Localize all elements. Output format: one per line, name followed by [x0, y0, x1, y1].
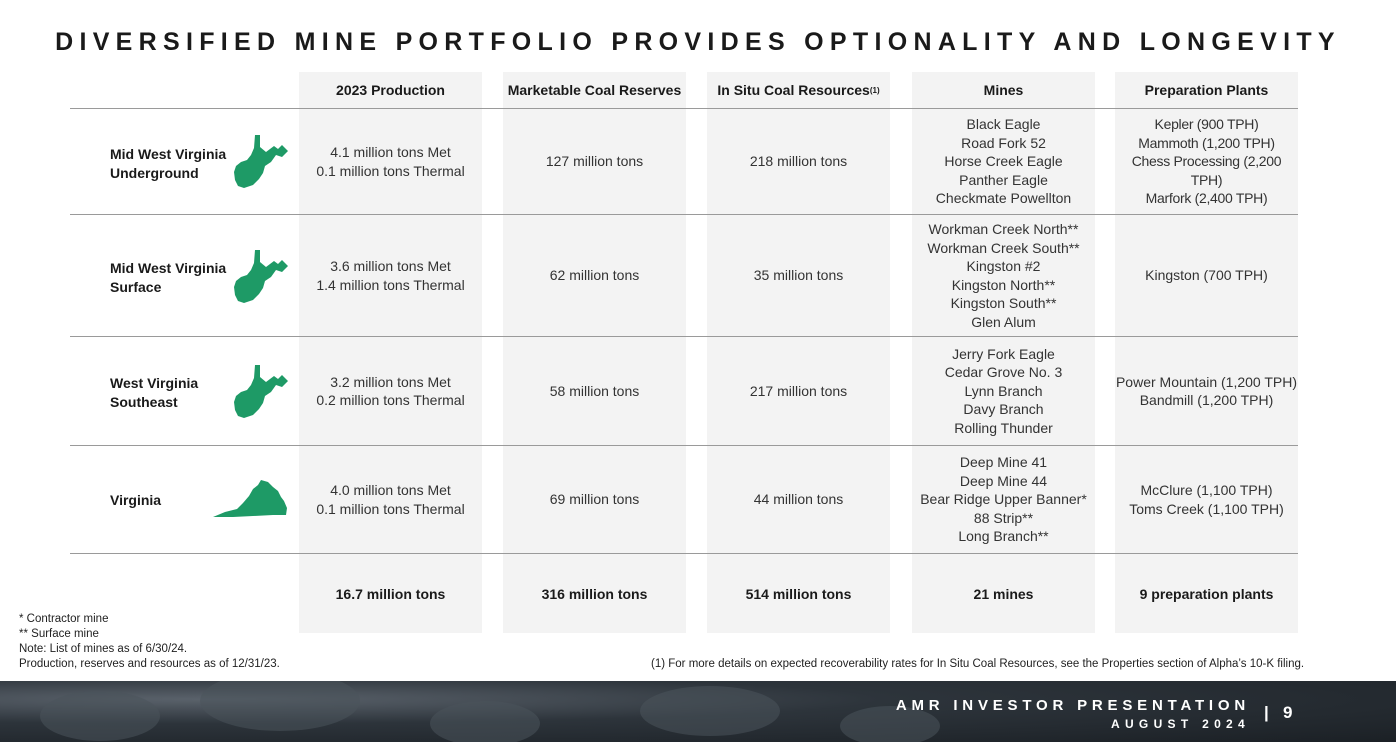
resources-value: 35 million tons [753, 267, 844, 284]
coal-texture [430, 701, 540, 742]
resources-cell [707, 215, 890, 336]
plant-name: Bandmill (1,200 TPH) [1139, 392, 1274, 408]
row-label [110, 259, 226, 296]
virginia-map-icon [213, 479, 289, 519]
mine-name: Kingston North** [951, 276, 1056, 293]
production-thermal: 0.1 million tons Thermal [316, 500, 465, 517]
plant-name: McClure (1,100 TPH) [1140, 482, 1273, 498]
mine-name: Black Eagle [966, 116, 1041, 133]
mine-name: Deep Mine 44 [959, 472, 1048, 489]
mine-name: Kingston South** [950, 295, 1057, 311]
reserves-value: 127 million tons [545, 153, 644, 170]
plant-name: Power Mountain (1,200 TPH) [1115, 373, 1298, 390]
total-mines-value: 21 mines [973, 585, 1034, 602]
production-thermal: 1.4 million tons Thermal [316, 276, 465, 293]
plants-cell [1115, 337, 1298, 445]
mine-name: Lynn Branch [964, 382, 1043, 399]
header-mines [912, 72, 1095, 108]
production-met: 4.0 million tons Met [330, 482, 451, 498]
row-label-line1: Virginia [110, 492, 162, 508]
mine-name: Davy Branch [963, 401, 1044, 418]
plant-name: Toms Creek (1,100 TPH) [1129, 500, 1284, 517]
west-virginia-map-icon [233, 250, 289, 304]
mine-name: Cedar Grove No. 3 [944, 364, 1063, 381]
reserves-cell [503, 109, 686, 214]
production-thermal: 0.1 million tons Thermal [316, 162, 465, 179]
note-line: Production, reserves and resources as of 12/31/23. [19, 658, 280, 670]
row-label [110, 374, 198, 411]
header-production-label: 2023 Production [336, 82, 445, 98]
mine-name: Panther Eagle [959, 171, 1048, 188]
resources-value: 44 million tons [753, 491, 844, 508]
mines-cell [912, 215, 1095, 336]
mine-name: Horse Creek Eagle [944, 153, 1063, 170]
page-number: 9 [1283, 703, 1293, 722]
resources-cell [707, 109, 890, 214]
resources-value: 218 million tons [749, 153, 848, 170]
row-label-line1: Mid West Virginia [110, 146, 227, 162]
plants-cell [1115, 109, 1298, 214]
header-resources-superscript: (1) [869, 85, 880, 95]
plant-name: Mammoth (1,200 TPH) [1138, 134, 1275, 151]
header-mines-label: Mines [983, 82, 1024, 98]
presentation-date: AUGUST 2024 [1111, 717, 1250, 731]
production-cell [299, 446, 482, 553]
reserves-cell [503, 446, 686, 553]
note-line: Note: List of mines as of 6/30/24. [19, 643, 188, 655]
coal-texture [640, 686, 780, 736]
mines-cell [912, 446, 1095, 553]
row-label-line2: Surface [110, 278, 162, 295]
mine-name: Jerry Fork Eagle [952, 345, 1055, 362]
coal-texture [200, 681, 360, 731]
production-met: 3.6 million tons Met [330, 258, 451, 274]
production-met: 3.2 million tons Met [330, 373, 451, 390]
total-mines [912, 554, 1095, 634]
reserves-cell [503, 215, 686, 336]
plant-name: Kingston (700 TPH) [1145, 267, 1268, 284]
reserves-value: 58 million tons [549, 382, 640, 399]
header-reserves-label: Marketable Coal Reserves [507, 82, 682, 98]
plant-name: Kepler (900 TPH) [1154, 116, 1259, 133]
header-resources [707, 72, 890, 108]
mine-name: Workman Creek North** [928, 221, 1079, 237]
plant-name: Marfork (2,400 TPH) [1145, 190, 1268, 207]
mine-name: Glen Alum [971, 313, 1036, 330]
mine-name: Workman Creek South** [927, 239, 1080, 256]
presentation-title: AMR INVESTOR PRESENTATION [895, 697, 1250, 714]
resources-value: 217 million tons [749, 382, 848, 399]
header-plants-label: Preparation Plants [1144, 82, 1269, 98]
production-thermal: 0.2 million tons Thermal [316, 392, 465, 408]
mines-cell [912, 337, 1095, 445]
mine-name: Kingston #2 [966, 258, 1041, 274]
total-reserves [503, 554, 686, 634]
plants-cell [1115, 446, 1298, 553]
header-reserves [503, 72, 686, 108]
total-resources-value: 514 million tons [745, 585, 852, 602]
header-production [299, 72, 482, 108]
note-line: * Contractor mine [19, 613, 109, 625]
resources-cell [707, 337, 890, 445]
total-production [299, 554, 482, 634]
total-plants-value: 9 preparation plants [1139, 585, 1274, 602]
note-line: ** Surface mine [19, 628, 99, 640]
page-title: DIVERSIFIED MINE PORTFOLIO PROVIDES OPTIONALITY AND LONGEVITY [55, 28, 1341, 56]
row-label [110, 145, 226, 182]
reserves-value: 62 million tons [549, 267, 640, 284]
west-virginia-map-icon [233, 135, 289, 189]
production-cell [299, 215, 482, 336]
production-cell [299, 109, 482, 214]
footer-banner [0, 681, 1396, 742]
west-virginia-map-icon [233, 365, 289, 419]
notes [19, 612, 280, 672]
mines-cell [912, 109, 1095, 214]
mine-name: Long Branch** [958, 528, 1049, 545]
row-label-line2: Southeast [110, 393, 178, 410]
mine-name: Bear Ridge Upper Banner* [920, 491, 1087, 508]
coal-texture [40, 691, 160, 741]
production-cell [299, 337, 482, 445]
row-label-line1: Mid West Virginia [110, 260, 227, 276]
header-resources-label: In Situ Coal Resources [717, 82, 870, 98]
mine-name: 88 Strip** [973, 509, 1034, 526]
footnote: (1) For more details on expected recoverability rates for In Situ Coal Resources, see the Properties section of Alpha’s 10-K filing. [651, 658, 1305, 670]
row-label-line2: Underground [110, 164, 199, 181]
header-plants [1115, 72, 1298, 108]
reserves-cell [503, 337, 686, 445]
row-label-line1: West Virginia [110, 375, 199, 391]
resources-cell [707, 446, 890, 553]
reserves-value: 69 million tons [549, 491, 640, 508]
row-label [110, 491, 161, 510]
mine-name: Checkmate Powellton [935, 190, 1072, 207]
total-resources [707, 554, 890, 634]
plants-cell [1115, 215, 1298, 336]
total-reserves-value: 316 million tons [541, 585, 648, 602]
mine-name: Rolling Thunder [954, 419, 1053, 436]
plant-name: Chess Processing (2,200 TPH) [1131, 153, 1282, 188]
mine-name: Deep Mine 41 [959, 454, 1048, 471]
total-production-value: 16.7 million tons [335, 585, 446, 602]
page-separator: | [1264, 703, 1269, 722]
mine-name: Road Fork 52 [961, 134, 1046, 151]
total-plants [1115, 554, 1298, 634]
production-met: 4.1 million tons Met [330, 144, 451, 160]
